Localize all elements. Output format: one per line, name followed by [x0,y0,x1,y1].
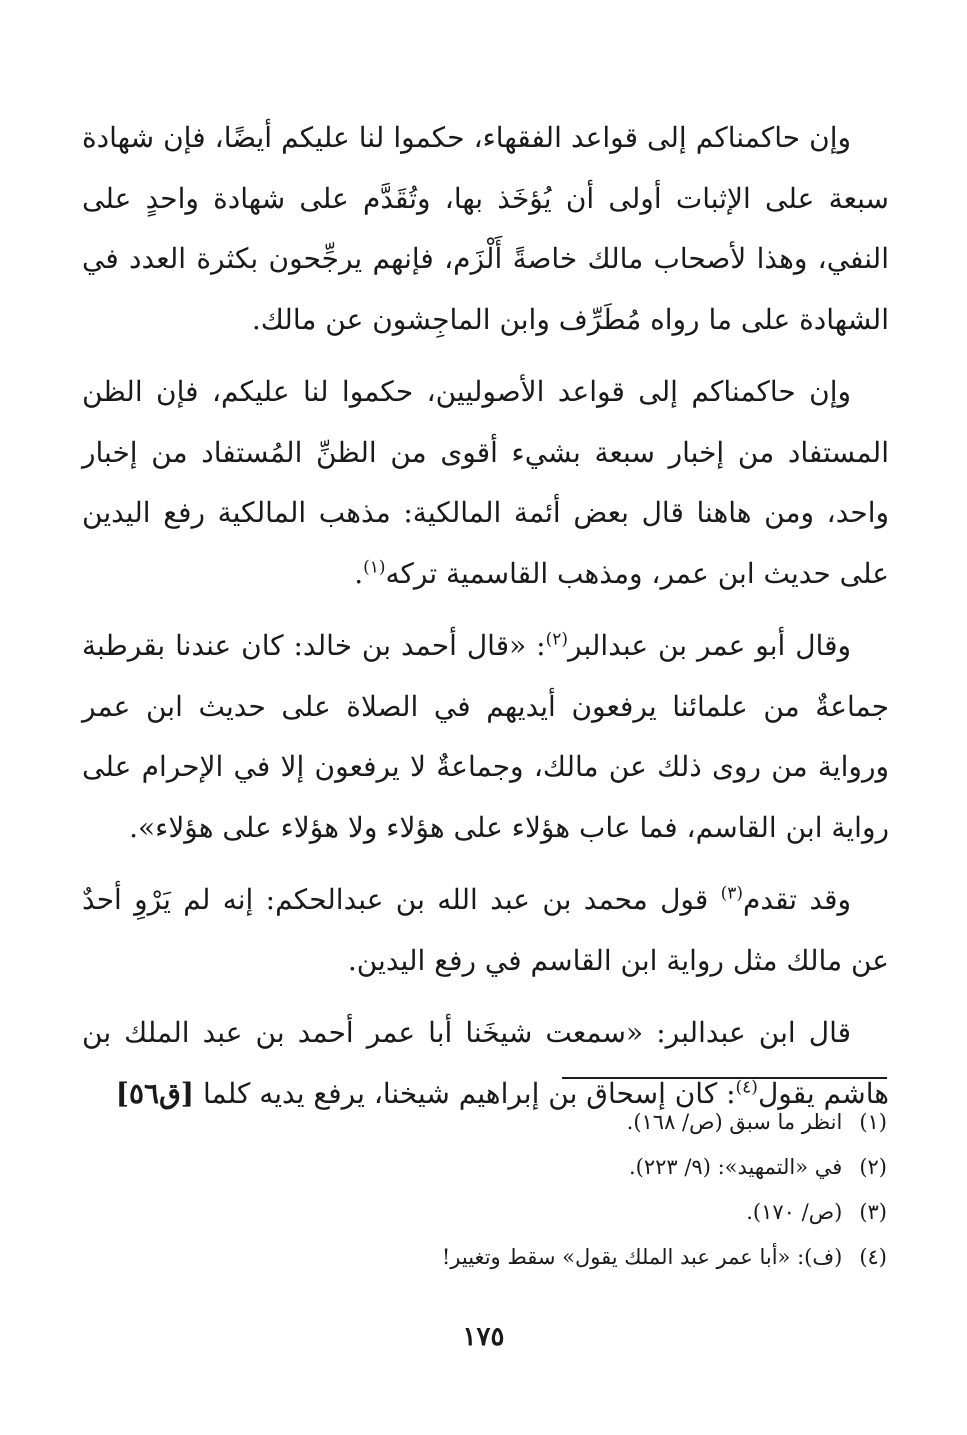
main-text [82,108,889,1124]
paragraph-3 [82,616,889,858]
footnote-3-number: (٣) [859,1200,887,1224]
paragraph-1 [82,108,889,350]
footnote-4 [82,1235,887,1280]
paragraph-4 [82,870,889,991]
paragraph-5-rest: : كان إسحاق بن إبراهيم شيخنا، يرفع يديه كلما [202,1076,736,1110]
footnote-4-number: (٤) [859,1245,887,1269]
paragraph-5-text: قال ابن عبدالبر: «سمعت شيخَنا أبا عمر أحمد بن عبد الملك بن هاشم يقول [82,1016,889,1110]
paragraph-4-text: وقد تقدم [743,883,851,916]
manuscript-folio-marker: [ق٥٦] [115,1076,195,1110]
footnotes [82,1100,887,1280]
page-number: ١٧٥ [462,1322,505,1352]
paragraph-2 [82,362,889,604]
footnote-ref-4: (٤) [735,1077,758,1098]
paragraph-4-rest: قول محمد بن عبد الله بن عبدالحكم: إنه لم يَرْوِ أحدٌ عن مالك مثل رواية ابن القاسم في رفع اليدين. [82,883,889,977]
footnote-2-text: في «التمهيد»: (٩/ ٢٢٣). [628,1155,843,1179]
footnote-separator [562,1077,887,1079]
footnote-2-number: (٢) [859,1155,887,1179]
footnote-1-number: (١) [859,1110,887,1134]
footnote-3-text: (ص/ ١٧٠). [746,1200,843,1224]
paragraph-3-text: وقال أبو عمر بن عبدالبر [568,629,851,662]
paragraph-2-end: . [354,556,364,590]
footnote-3 [82,1190,887,1235]
footnote-1-text: انظر ما سبق (ص/ ١٦٨). [626,1110,843,1134]
paragraph-2-text: وإن حاكمناكم إلى قواعد الأصوليين، حكموا لنا عليكم، فإن الظن المستفاد من إخبار سبعة بشيء أقوى من الظنِّ المُستفاد من إخبار واحد، ومن هاهنا قال بعض أئمة المالكية: مذهب المالكية رفع اليدين على حديث ابن عمر، ومذهب القاسمية تركه [82,375,889,590]
footnote-2 [82,1145,887,1190]
footnote-4-text: (ف): «أبا عمر عبد الملك يقول» سقط وتغيير! [441,1245,843,1269]
footnote-ref-2: (٢) [545,629,568,650]
footnote-ref-1: (١) [363,557,386,578]
footnote-ref-3: (٣) [720,883,744,904]
paragraph-1-text: وإن حاكمناكم إلى قواعد الفقهاء، حكموا لنا عليكم أيضًا، فإن شهادة سبعة على الإثبات أولى أن يُؤخَذ بها، وتُقَدَّم على شهادة واحدٍ على النفي، وهذا لأصحاب مالك خاصةً أَلْزَم، فإنهم يرجِّحون بكثرة العدد في الشهادة على ما رواه مُطَرِّف وابن الماجِشون عن مالك. [82,121,889,336]
footnote-1 [82,1100,887,1145]
paragraph-3-rest: : «قال أحمد بن خالد: كان عندنا بقرطبة جماعةٌ من علمائنا يرفعون أيديهم في الصلاة على حديث ابن عمر ورواية من روى ذلك عن مالك، وجماعةٌ لا يرفعون إلا في الإحرام على رواية ابن القاسم، فما عاب هؤلاء على هؤلاء ولا هؤلاء على هؤلاء». [82,629,889,844]
